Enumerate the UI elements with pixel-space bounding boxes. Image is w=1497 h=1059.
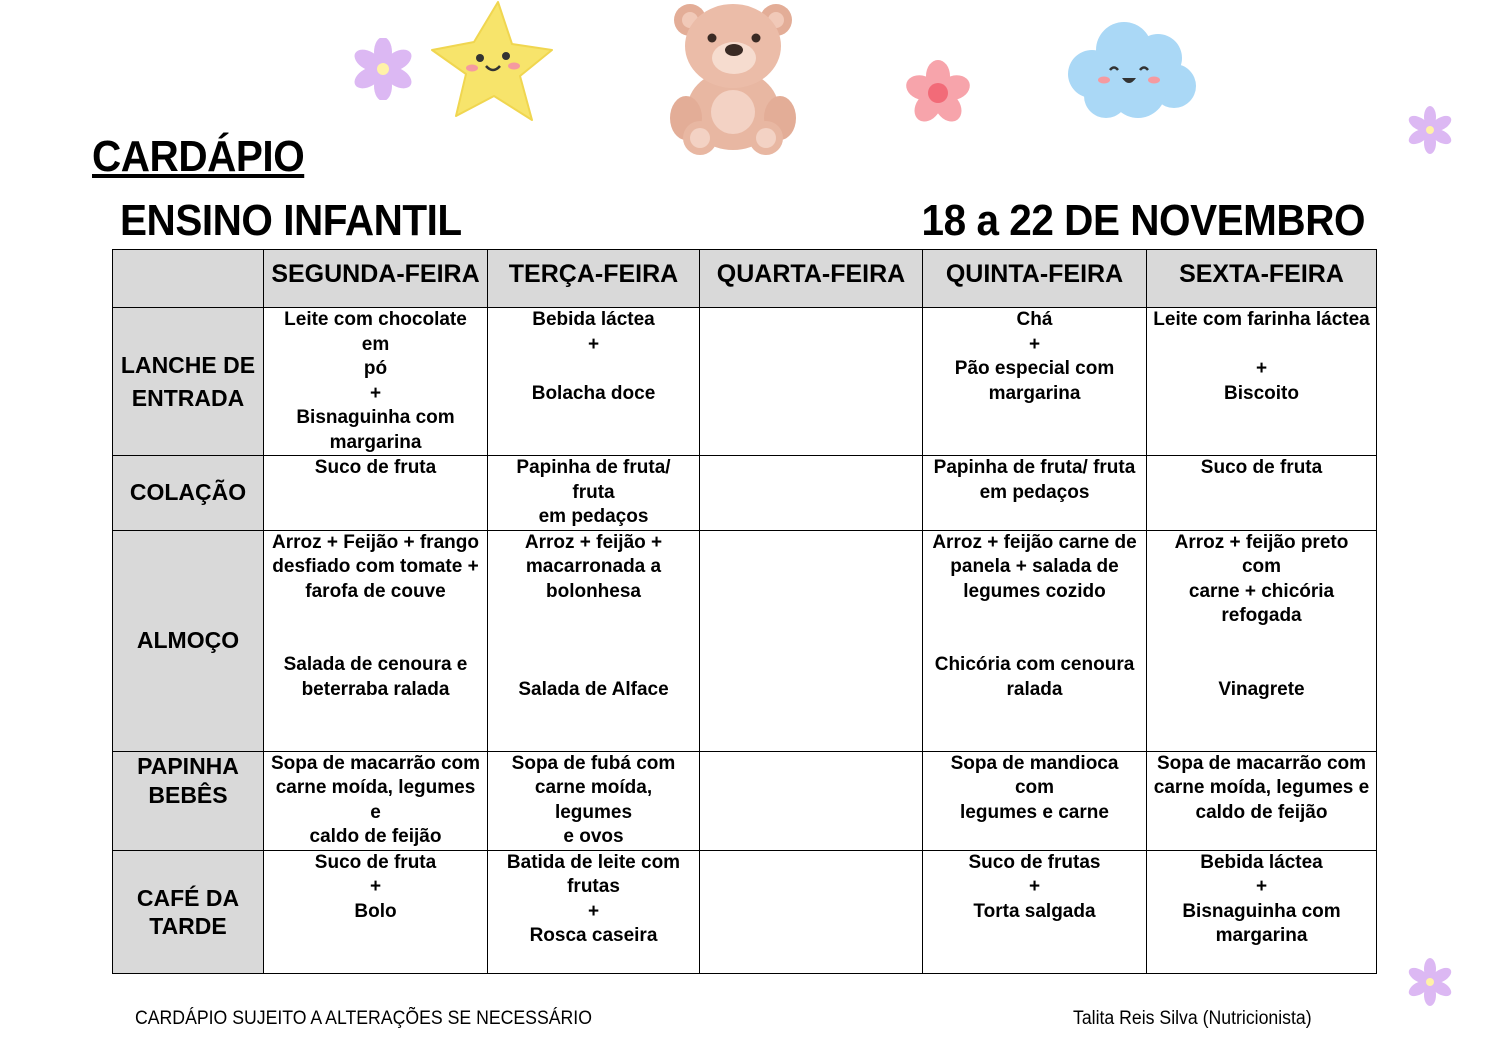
- menu-cell: Chá + Pão especial com margarina: [923, 308, 1147, 456]
- menu-cell: Sopa de macarrão com carne moída, legumes e caldo de feijão: [1147, 751, 1377, 850]
- menu-cell: Leite com farinha láctea + Biscoito: [1147, 308, 1377, 456]
- cloud-icon: [1062, 18, 1200, 122]
- meal-label: COLAÇÃO: [113, 456, 264, 531]
- menu-cell: Sopa de mandioca com legumes e carne: [923, 751, 1147, 850]
- menu-cell: [700, 308, 923, 456]
- menu-cell: [700, 530, 923, 751]
- purple-flower-icon: [1404, 956, 1456, 1008]
- menu-cell: [700, 456, 923, 531]
- meal-label: CAFÉ DA TARDE: [113, 850, 264, 973]
- menu-cell: Suco de fruta + Bolo: [264, 850, 488, 973]
- menu-cell: Arroz + feijão carne de panela + salada de legumes cozido Chicória com cenoura ralada: [923, 530, 1147, 751]
- menu-cell: Suco de fruta: [1147, 456, 1377, 531]
- menu-cell: Batida de leite com frutas + Rosca caseira: [488, 850, 700, 973]
- menu-cell: Bebida láctea + Bolacha doce: [488, 308, 700, 456]
- menu-cell: Suco de frutas + Torta salgada: [923, 850, 1147, 973]
- footer-disclaimer: CARDÁPIO SUJEITO A ALTERAÇÕES SE NECESSÁRIO: [135, 1008, 592, 1029]
- teddy-bear-icon: [664, 0, 804, 155]
- purple-flower-icon: [1404, 104, 1456, 156]
- menu-cell: Arroz + feijão + macarronada a bolonhesa Salada de Alface: [488, 530, 700, 751]
- menu-cell: Arroz + Feijão + frango desfiado com tomate + farofa de couve Salada de cenoura e beterraba ralada: [264, 530, 488, 751]
- meal-label: ALMOÇO: [113, 530, 264, 751]
- meal-label: LANCHE DE ENTRADA: [113, 308, 264, 456]
- meal-label: PAPINHA BEBÊS: [113, 751, 264, 850]
- menu-cell: Bebida láctea + Bisnaguinha com margarina: [1147, 850, 1377, 973]
- page-subtitle: ENSINO INFANTIL: [120, 196, 462, 245]
- menu-cell: Arroz + feijão preto com carne + chicória refogada Vinagrete: [1147, 530, 1377, 751]
- menu-cell: Papinha de fruta/ fruta em pedaços: [488, 456, 700, 531]
- table-row: [113, 456, 1377, 531]
- table-corner-cell: [113, 250, 264, 308]
- table-header-row: [113, 250, 1377, 308]
- day-header: SEGUNDA-FEIRA: [264, 250, 488, 308]
- menu-cell: Sopa de fubá com carne moída, legumes e ovos: [488, 751, 700, 850]
- footer-author: Talita Reis Silva (Nutricionista): [1073, 1008, 1312, 1029]
- menu-cell: Leite com chocolate em pó + Bisnaguinha com margarina: [264, 308, 488, 456]
- day-header: QUINTA-FEIRA: [923, 250, 1147, 308]
- purple-flower-icon: [336, 38, 430, 100]
- menu-cell: Papinha de fruta/ fruta em pedaços: [923, 456, 1147, 531]
- day-header: QUARTA-FEIRA: [700, 250, 923, 308]
- day-header: TERÇA-FEIRA: [488, 250, 700, 308]
- table-row: [113, 308, 1377, 456]
- menu-table: [112, 249, 1377, 974]
- pink-flower-icon: [894, 58, 982, 128]
- date-range: 18 a 22 DE NOVEMBRO: [921, 196, 1365, 245]
- star-icon: [428, 0, 554, 124]
- menu-cell: [700, 850, 923, 973]
- table-row: [113, 751, 1377, 850]
- day-header: SEXTA-FEIRA: [1147, 250, 1377, 308]
- menu-cell: Sopa de macarrão com carne moída, legumes e caldo de feijão: [264, 751, 488, 850]
- menu-cell: [700, 751, 923, 850]
- menu-cell: Suco de fruta: [264, 456, 488, 531]
- table-row: [113, 850, 1377, 973]
- table-row: [113, 530, 1377, 751]
- page-title: CARDÁPIO: [92, 132, 305, 181]
